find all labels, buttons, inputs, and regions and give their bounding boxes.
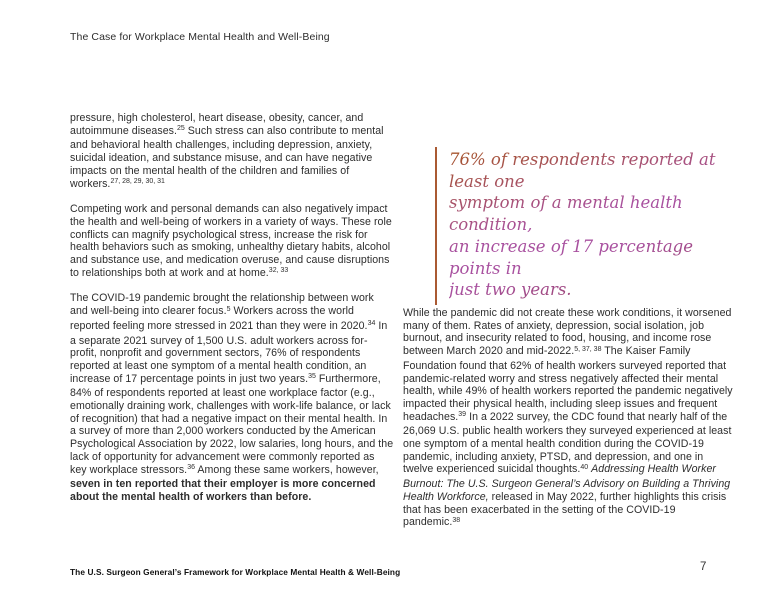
text-run: 5, 37, 38 xyxy=(574,345,602,353)
right-column xyxy=(403,307,733,542)
text-run: Addressing Health Worker Burnout: The U.S. Surgeon General’s Advisory on Building a Thriving Health Workforce, xyxy=(403,463,731,503)
text-run: 25 xyxy=(177,125,185,133)
text-run: In a 2022 survey, the CDC found that nearly half of the 26,069 U.S. public health workers they surveyed experienced at least one symptom of a mental health condition during the COVID-19 pandemic, including anxiety, PTSD, and depression, and one in twelve experienced suicidal thoughts. xyxy=(403,410,732,476)
body-paragraph xyxy=(70,112,394,192)
text-run: 27, 28, 29, 30, 31 xyxy=(110,178,165,186)
pull-quote xyxy=(435,147,745,305)
text-run: Workers across the world reported feeling more stressed in 2021 than they were in 2020. xyxy=(70,305,368,332)
text-run: 38 xyxy=(452,516,461,524)
text-run: The Kaiser Family Foundation found that 62% of health workers surveyed reported that pandemic-related worry and stress negatively affected their mental health, while 49% of health workers reported the pandemic negatively impacted their physical health, including sleep issues and frequent headaches. xyxy=(403,345,733,423)
body-paragraph xyxy=(70,292,394,503)
text-run: Furthermore, 84% of respondents reported at least one workplace factor (e.g., emotionally draining work, challenges with work-life balance, or lack of recognition) that had a negative impact on their mental health. In a survey of more than 2,000 workers conducted by the American Psychological Association by 2022, low salaries, long hours, and the lack of opportunity for advancement were commonly reported as key workplace stressors. xyxy=(70,372,394,476)
text-run: released in May 2022, further highlights this crisis that has been exacerbated in the setting of the COVID-19 pandemic. xyxy=(403,490,727,529)
text-run: In a separate 2021 survey of 1,500 U.S. adult workers across for-profit, nonprofit and government sectors, 76% of respondents reported at least one symptom of a mental health condition, an increase of 17 percentage points in just two years. xyxy=(70,319,388,385)
text-run: 5 xyxy=(226,305,231,313)
pull-quote-line: symptom of a mental health condition, xyxy=(449,193,683,235)
text-run: seven in ten reported that their employer is more concerned about the mental health of workers than before. xyxy=(70,478,376,503)
page-number: 7 xyxy=(700,561,707,573)
left-column xyxy=(70,112,394,515)
text-run: 35 xyxy=(308,373,316,381)
text-run: The COVID-19 pandemic brought the relationship between work and well-being into clearer focus. xyxy=(70,292,374,318)
text-run: 39 xyxy=(458,411,467,419)
pull-quote-line: 76% of respondents reported at least one xyxy=(449,150,716,191)
text-run: Among these same workers, however, xyxy=(194,463,379,476)
pull-quote-line: just two years. xyxy=(449,280,572,300)
body-paragraph xyxy=(403,307,733,531)
running-header: The Case for Workplace Mental Health and Well-Being xyxy=(70,31,330,43)
text-run: 32, 33 xyxy=(268,267,289,275)
text-run: Competing work and personal demands can also negatively impact the health and well-being of workers in a variety of ways. These role conflicts can magnify psychological stress, increase the risk for health behaviors such as smoking, unhealthy dietary habits, alcohol and substance use, and medication overuse, and cause disruptions to relationships both at work and at home. xyxy=(70,203,392,279)
body-paragraph xyxy=(70,203,394,281)
pull-quote-line: an increase of 17 percentage points in xyxy=(449,236,693,278)
text-run: While the pandemic did not create these work conditions, it worsened many of them. Rates of anxiety, depression, social isolation, job burnout, and insecurity related to food, housing, and income rose between March 2020 and mid-2022. xyxy=(403,307,732,358)
text-run: 40 xyxy=(580,463,589,471)
text-run: 36 xyxy=(187,464,195,472)
text-run: 34 xyxy=(367,320,376,328)
footer-title: The U.S. Surgeon General’s Framework for Workplace Mental Health & Well-Being xyxy=(70,567,401,577)
pull-quote-text xyxy=(449,149,745,301)
text-run: Such stress can also contribute to mental and behavioral health challenges, including depression, anxiety, suicidal ideation, and substance misuse, and can have negative impacts on the mental health of the children and families of workers. xyxy=(70,124,384,190)
text-run: pressure, high cholesterol, heart disease, obesity, cancer, and autoimmune diseases. xyxy=(70,112,364,137)
